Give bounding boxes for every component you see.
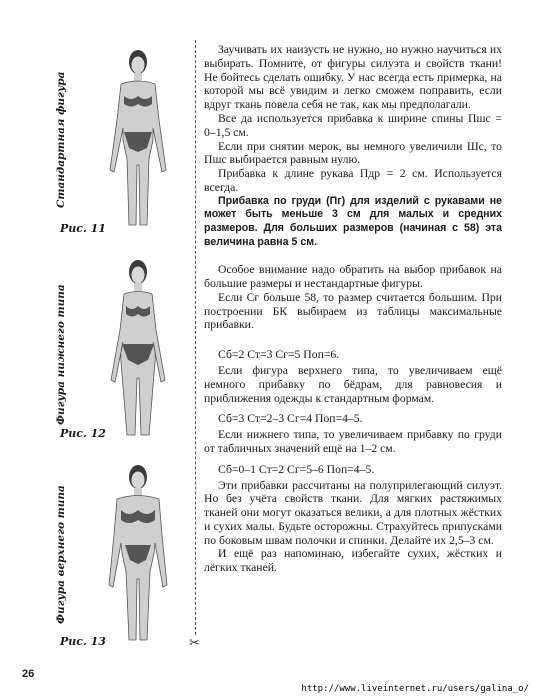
paragraph: И ещё раз напоминаю, избегайте сухих, жёстких и лёгких тканей. <box>204 547 502 575</box>
paragraph: Прибавка к длине рукава Пдр = 2 см. Используется всегда. <box>204 167 502 194</box>
formula: Сб=2 Ст=3 Сг=5 Поп=6. <box>218 348 340 362</box>
formula: Сб=3 Ст=2–3 Сг=4 Поп=4–5. <box>218 412 363 426</box>
figure-caption: Рис. 11 <box>60 222 106 235</box>
paragraph: Особое внимание надо обратить на выбор прибавок на большие размеры и нестандартные фигуры. <box>204 263 502 290</box>
figure-lower-type <box>55 250 185 450</box>
formula: Сб=0–1 Ст=2 Сг=5–6 Поп=4–5. <box>218 462 375 476</box>
figure-caption: Рис. 12 <box>60 427 106 440</box>
figure-upper-type <box>55 455 185 655</box>
paragraph: Если Сг больше 58, то размер считается большим. При построении БК выбираем из таблицы максимальные прибавки. <box>204 290 502 332</box>
figure-label: Фигура верхнего типа <box>55 485 67 625</box>
paragraph: Заучивать их наизусть не нужно, но нужно научиться их выбирать. Помните, от фигуры силуэта и свойств ткани! Не бойтесь сделать ошибку. У нас всегда есть примерка, на которой мы всё увидим и легко сможем поправить, если вдруг ткань повела себя не так, как мы предполагали. <box>204 43 502 112</box>
cut-line-divider <box>195 40 196 635</box>
main-text-column <box>204 43 502 575</box>
body-silhouette-image <box>93 40 183 230</box>
figure-standard <box>55 40 185 240</box>
figure-label: Стандартная фигура <box>55 71 67 209</box>
watermark-url: http://www.liveinternet.ru/users/galina_o/ <box>301 684 529 694</box>
body-silhouette-image <box>93 455 183 645</box>
paragraph: Если при снятии мерок, вы немного увеличили Шс, то Пшс выбирается равным нулю. <box>204 139 502 167</box>
figure-caption: Рис. 13 <box>60 635 106 648</box>
paragraph: Все да используется прибавка к ширине спины Пшс = 0–1,5 см. <box>204 111 502 139</box>
figure-label: Фигура нижнего типа <box>55 284 67 426</box>
page-number: 26 <box>22 668 35 680</box>
paragraph: Если фигура верхнего типа, то увеличиваем ещё немного прибавку по бёдрам, для равновесия и приближения одежды к стандартным формам. <box>204 363 502 405</box>
bold-note: Прибавка по груди (Пг) для изделий с рукавами не может быть меньше 3 см для малых и средних размеров. Для больших размеров (начиная с 58) эта величина равна 5 см. <box>204 194 502 248</box>
paragraph: Эти прибавки рассчитаны на полуприлегающий силуэт. Но без учёта свойств ткани. Для мягких растяжимых тканей они могут оказаться велики, а для плотных жёстких и сухих малы. Будьте осторожны. Страхуйтесь припусками по боковым швам полочки и спинки. Делайте их 2,5–3 см. <box>204 478 502 547</box>
body-silhouette-image <box>93 250 183 440</box>
scissors-icon: ✂ <box>189 636 200 651</box>
paragraph: Если нижнего типа, то увеличиваем прибавку по груди от табличных значений ещё на 1–2 см. <box>204 428 502 455</box>
